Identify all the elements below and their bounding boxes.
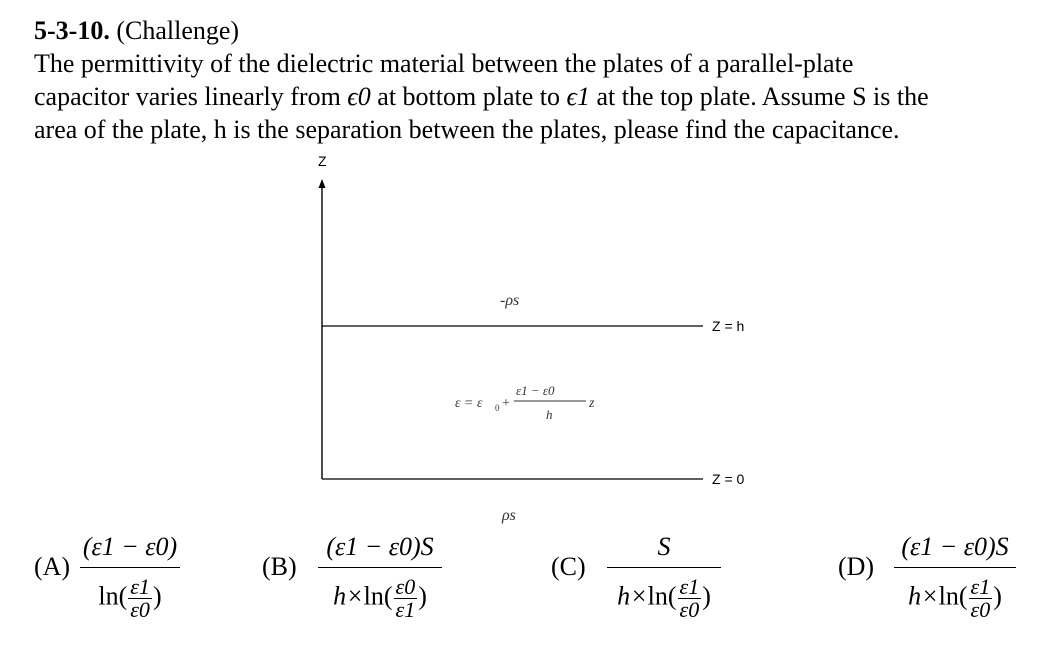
inner-numerator: ε1: [679, 574, 700, 599]
option-d-inner-fraction: [969, 576, 993, 621]
h-times: h×: [908, 581, 939, 611]
option-a-denominator: [80, 576, 180, 621]
permittivity-formula: [455, 383, 595, 422]
formula-sub-0: 0: [495, 403, 500, 413]
inner-numerator: ε1: [970, 574, 991, 599]
ln-close: ): [993, 581, 1002, 611]
z-axis-label: Z: [318, 153, 327, 169]
inner-denominator: ε0: [679, 597, 700, 622]
inner-numerator: ε0: [395, 574, 416, 599]
z-axis-arrow-icon: [319, 179, 326, 188]
formula-z: z: [589, 396, 595, 411]
epsilon-0-symbol: ϵ0: [347, 82, 371, 111]
formula-plus: +: [502, 396, 510, 411]
option-a-numerator: (ε1 − ε0): [82, 532, 178, 561]
problem-text: at bottom plate to: [370, 82, 567, 111]
problem-line-3: area of the plate, h is the separation between the plates, please find the capacitance.: [34, 115, 900, 144]
ln-close: ): [152, 581, 162, 611]
ln-text: ln(: [938, 581, 968, 611]
option-c-denominator: [607, 576, 721, 621]
ln-close: ): [418, 581, 427, 611]
option-b-label: (B): [262, 552, 297, 581]
bottom-plate-label: Z = 0: [712, 471, 745, 487]
inner-denominator: ε1: [395, 597, 416, 622]
inner-numerator: ε1: [130, 574, 150, 599]
option-b-numerator: (ε1 − ε0)S: [326, 532, 434, 561]
option-a-label: (A): [34, 552, 71, 581]
formula-numerator: ε1 − ε0: [516, 383, 555, 398]
option-b-denominator: [318, 576, 442, 621]
option-a-fraction-bar: [80, 567, 180, 568]
option-d-fraction-bar: [894, 567, 1016, 568]
option-b-inner-fraction: [394, 576, 418, 621]
formula-lhs: ε = ε: [455, 396, 483, 411]
problem-number: 5-3-10.: [34, 16, 110, 45]
ln-text: ln(: [363, 581, 393, 611]
ln-close: ): [702, 581, 711, 611]
top-plate-label: Z = h: [712, 318, 745, 334]
formula-denominator: h: [546, 407, 553, 422]
option-c-fraction-bar: [607, 567, 721, 568]
problem-text: capacitor varies linearly from: [34, 82, 348, 111]
h-times: h×: [617, 581, 648, 611]
problem-line-1: The permittivity of the dielectric material between the plates of a parallel-plate: [34, 49, 854, 78]
h-times: h×: [333, 581, 364, 611]
option-d-numerator: (ε1 − ε0)S: [901, 532, 1009, 561]
problem-tag: (Challenge): [116, 16, 240, 45]
option-b-fraction-bar: [318, 567, 442, 568]
option-c-numerator: S: [657, 532, 671, 561]
option-d-label: (D): [838, 552, 875, 581]
ln-text: ln(: [647, 581, 677, 611]
problem-text: at the top plate. Assume S is the: [589, 82, 929, 111]
option-d-denominator: [894, 576, 1016, 621]
bottom-charge-label: ρs: [502, 507, 516, 524]
epsilon-1-symbol: ϵ1: [566, 82, 590, 111]
ln-text: ln(: [98, 581, 128, 611]
option-a-inner-fraction: [128, 576, 152, 621]
inner-denominator: ε0: [970, 597, 991, 622]
option-c-inner-fraction: [678, 576, 702, 621]
top-charge-label: -ρs: [500, 292, 520, 309]
option-c-label: (C): [551, 552, 586, 581]
inner-denominator: ε0: [130, 597, 150, 622]
